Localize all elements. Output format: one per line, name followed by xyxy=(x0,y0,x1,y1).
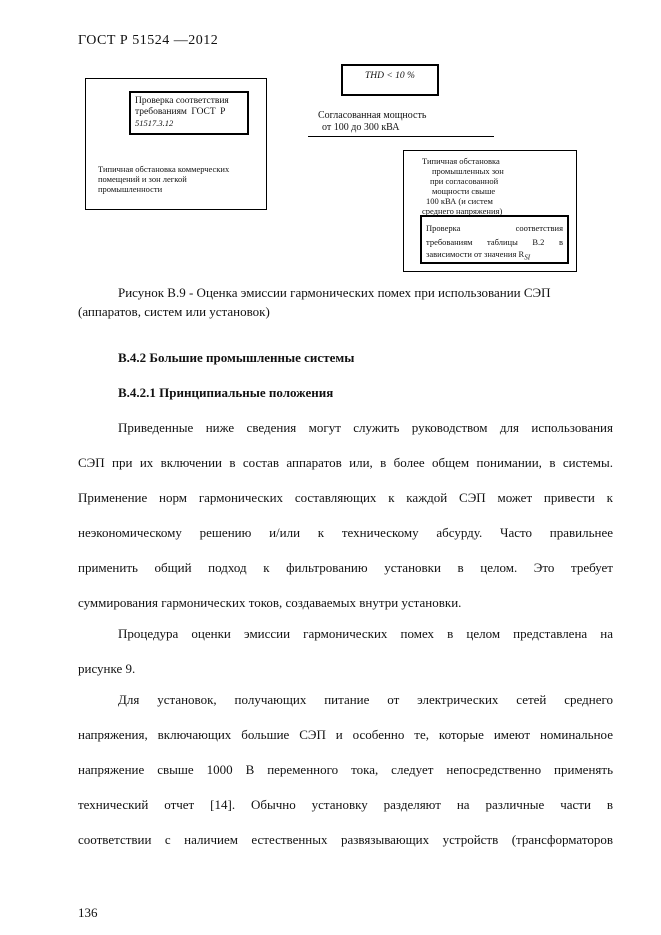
paragraph-1-line-1: Приведенные ниже сведения могут служить руководством для использования xyxy=(118,420,613,435)
section-heading-b42: В.4.2 Большие промышленные системы xyxy=(118,350,355,365)
paragraph-1-line-4: неэкономическому решению и/или к техническому абсурду. Часто правильнее xyxy=(78,525,613,540)
caption-line-2: (аппаратов, систем или установок) xyxy=(78,304,270,319)
gost-check-line-2: требованиям ГОСТ Р xyxy=(135,107,226,117)
commercial-line-2: помещений и зон легкой xyxy=(98,174,187,184)
paragraph-1-line-5: применить общий подход к фильтрованию установки в целом. Это требует xyxy=(78,560,613,575)
paragraph-1-line-2: СЭП при их включении в состав аппаратов или, в более общем понимании, в системы. xyxy=(78,455,613,470)
gost-check-line-3: 51517.3.12 xyxy=(135,118,174,128)
figure-caption xyxy=(78,283,618,321)
agreed-power-line-1: Согласованная мощность xyxy=(318,110,427,121)
box-commercial-environment xyxy=(85,78,267,210)
gost-check-line-1: Проверка соответствия xyxy=(135,96,229,106)
paragraph-3 xyxy=(78,690,613,865)
paragraph-2-line-2: рисунке 9. xyxy=(78,661,136,676)
commercial-environment-text xyxy=(98,164,266,194)
paragraph-3-line-3: напряжение свыше 1000 В переменного тока, следует непосредственно применять xyxy=(78,762,613,777)
paragraph-1 xyxy=(78,418,613,628)
paragraph-3-line-2: напряжения, включающих большие СЭП и особенно те, которые имеют номинальное xyxy=(78,727,613,742)
rsi-subscript: SI xyxy=(524,253,531,262)
commercial-line-1: Типичная обстановка коммерческих xyxy=(98,164,230,174)
paragraph-1-line-3: Применение норм гармонических составляющих к каждой СЭП может привести к xyxy=(78,490,613,505)
document-header: ГОСТ Р 51524 —2012 xyxy=(78,33,219,48)
paragraph-1-line-6: суммирования гармонических токов, создаваемых внутри установки. xyxy=(78,595,462,610)
paragraph-2 xyxy=(78,624,613,694)
industrial-line-4: мощности свыше xyxy=(432,186,496,196)
table-check-line-3 xyxy=(426,249,563,263)
industrial-line-5: 100 кВА (и систем xyxy=(426,196,493,206)
box-table-check xyxy=(420,215,569,264)
table-check-line-3-text: зависимости от значения R xyxy=(426,249,525,259)
commercial-line-3: промышленности xyxy=(98,184,163,194)
table-check-line-2: требованиям таблицы В.2 в xyxy=(426,237,563,247)
table-check-line-1: Проверка соответствия xyxy=(426,223,563,233)
agreed-power-label xyxy=(318,110,426,134)
page-number: 136 xyxy=(78,905,98,920)
industrial-environment-text xyxy=(422,156,532,216)
industrial-line-3: при согласованной xyxy=(430,176,499,186)
thd-box: THD < 10 % xyxy=(341,64,439,96)
industrial-line-2: промышленных зон xyxy=(432,166,504,176)
agreed-power-line-2: от 100 до 300 кВА xyxy=(322,122,400,133)
paragraph-3-line-5: соответствии с наличием естественных развязывающих устройств (трансформаторов xyxy=(78,832,613,847)
box-gost-check xyxy=(129,91,249,135)
paragraph-3-line-4: технический отчет [14]. Обычно установку разделяют на различные части в xyxy=(78,797,613,812)
caption-line-1: Рисунок В.9 - Оценка эмиссии гармонических помех при использовании СЭП xyxy=(118,285,551,300)
industrial-line-6: среднего напряжения) xyxy=(422,206,503,216)
box-industrial-environment xyxy=(403,150,577,272)
paragraph-3-line-1: Для установок, получающих питание от электрических сетей среднего xyxy=(118,692,613,707)
paragraph-2-line-1: Процедура оценки эмиссии гармонических помех в целом представлена на xyxy=(118,626,613,641)
section-heading-b421: В.4.2.1 Принципиальные положения xyxy=(118,385,334,400)
industrial-line-1: Типичная обстановка xyxy=(422,156,500,166)
agreed-power-rule xyxy=(308,136,494,137)
